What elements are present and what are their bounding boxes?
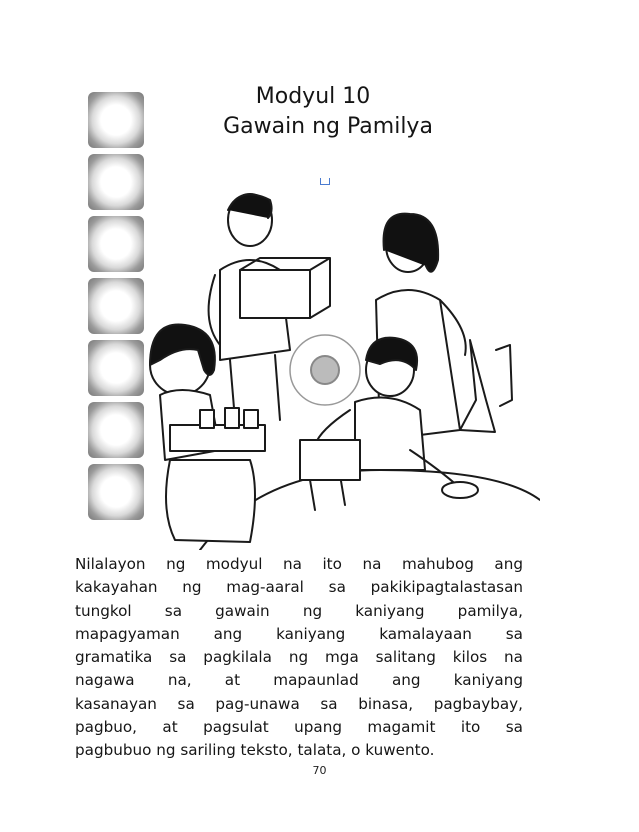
decor-circle-icon [88, 154, 144, 210]
paragraph-line: nagawa na, at mapaunlad ang kaniyang [75, 671, 523, 690]
family-chores-illustration [140, 170, 540, 550]
paragraph-line: gramatika sa pagkilala ng mga salitang kilos na [75, 648, 523, 667]
paragraph-line: pagbuo, at pagsulat upang magamit ito sa [75, 718, 523, 737]
paragraph-line: tungkol sa gawain ng kaniyang pamilya, [75, 601, 523, 620]
paragraph-line: pagbubuo ng sariling teksto, talata, o kuwento. [75, 741, 435, 760]
decor-circle-icon [88, 92, 144, 148]
paragraph-line: mapagyaman ang kaniyang kamalayaan sa [75, 624, 523, 643]
decor-circle-icon [88, 340, 144, 396]
box-icon [240, 270, 310, 318]
basket-icon [300, 440, 360, 480]
decor-circle-icon [88, 278, 144, 334]
paragraph-line: kasanayan sa pag-unawa sa binasa, pagbaybay, [75, 694, 523, 713]
page-number: 70 [312, 764, 327, 777]
paragraph-line: Nilalayon ng modyul na ito na mahubog ang [75, 555, 523, 573]
module-title: Gawain ng Pamilya [223, 114, 433, 139]
module-description [75, 553, 523, 763]
rag-icon [442, 482, 478, 498]
module-number: Modyul 10 [255, 84, 371, 109]
decor-circle-icon [88, 464, 144, 520]
decor-circle-icon [88, 216, 144, 272]
decorative-border-column [88, 92, 146, 526]
paragraph-line: kakayahan ng mag-aaral sa pakikipagtalastasan [75, 578, 523, 597]
father-figure-icon [209, 194, 330, 420]
decor-circle-icon [88, 402, 144, 458]
girl-figure-icon [150, 325, 265, 543]
